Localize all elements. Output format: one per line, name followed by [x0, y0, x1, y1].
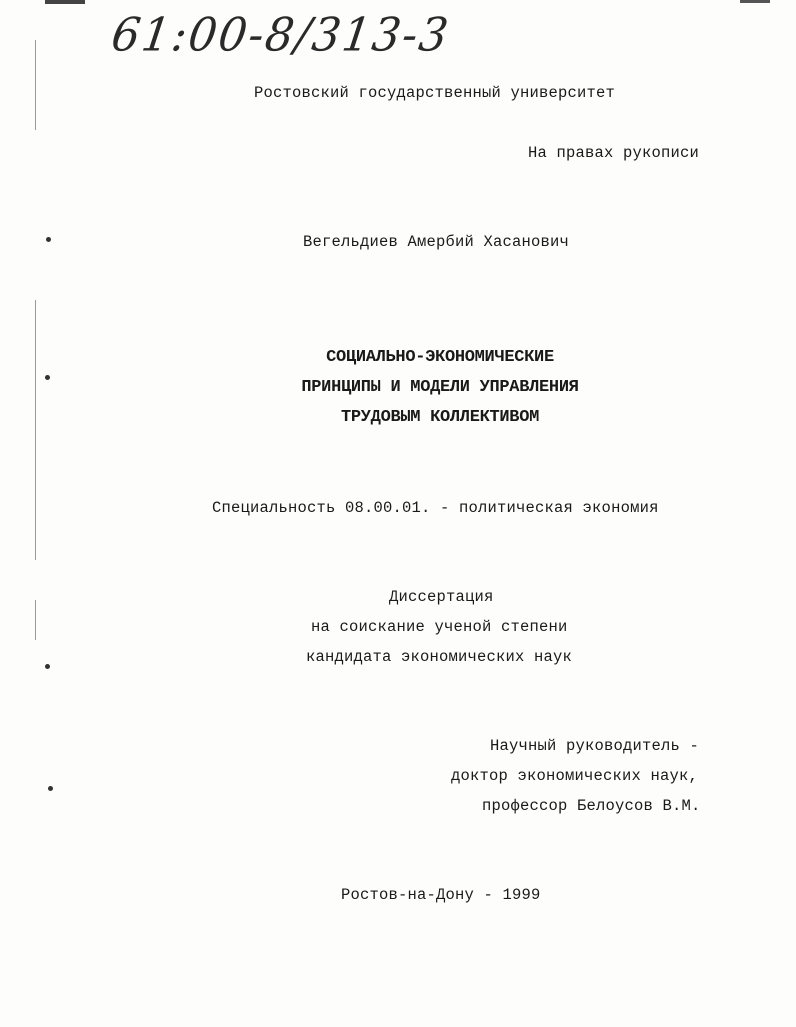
scan-margin-line — [35, 600, 36, 640]
scan-speck — [46, 237, 51, 242]
handwritten-archive-code: 61:00-8/313-3 — [108, 8, 454, 63]
scan-edge-mark — [45, 0, 85, 4]
degree-field-line: кандидата экономических наук — [306, 648, 573, 666]
degree-line: на соискание ученой степени — [311, 618, 568, 636]
scan-margin-line — [35, 40, 36, 130]
university-name: Ростовский государственный университет — [254, 84, 616, 102]
scan-speck — [45, 664, 50, 669]
specialty-line: Специальность 08.00.01. - политическая экономия — [212, 499, 659, 517]
supervisor-label: Научный руководитель - — [490, 737, 700, 755]
thesis-title-line-3: ТРУДОВЫМ КОЛЛЕКТИВОМ — [340, 408, 540, 427]
dissertation-label: Диссертация — [389, 588, 494, 606]
thesis-title-line-2: ПРИНЦИПЫ И МОДЕЛИ УПРАВЛЕНИЯ — [301, 378, 579, 397]
city-year: Ростов-на-Дону - 1999 — [341, 886, 541, 904]
scan-edge-mark — [740, 0, 770, 3]
author-name: Вегельдиев Амербий Хасанович — [303, 233, 570, 251]
scan-margin-line — [35, 300, 36, 560]
supervisor-degree: доктор экономических наук, — [451, 767, 699, 785]
supervisor-name: профессор Белоусов В.М. — [482, 797, 701, 815]
scan-speck — [48, 786, 53, 791]
manuscript-rights-label: На правах рукописи — [528, 144, 700, 162]
thesis-title-line-1: СОЦИАЛЬНО-ЭКОНОМИЧЕСКИЕ — [326, 348, 554, 367]
